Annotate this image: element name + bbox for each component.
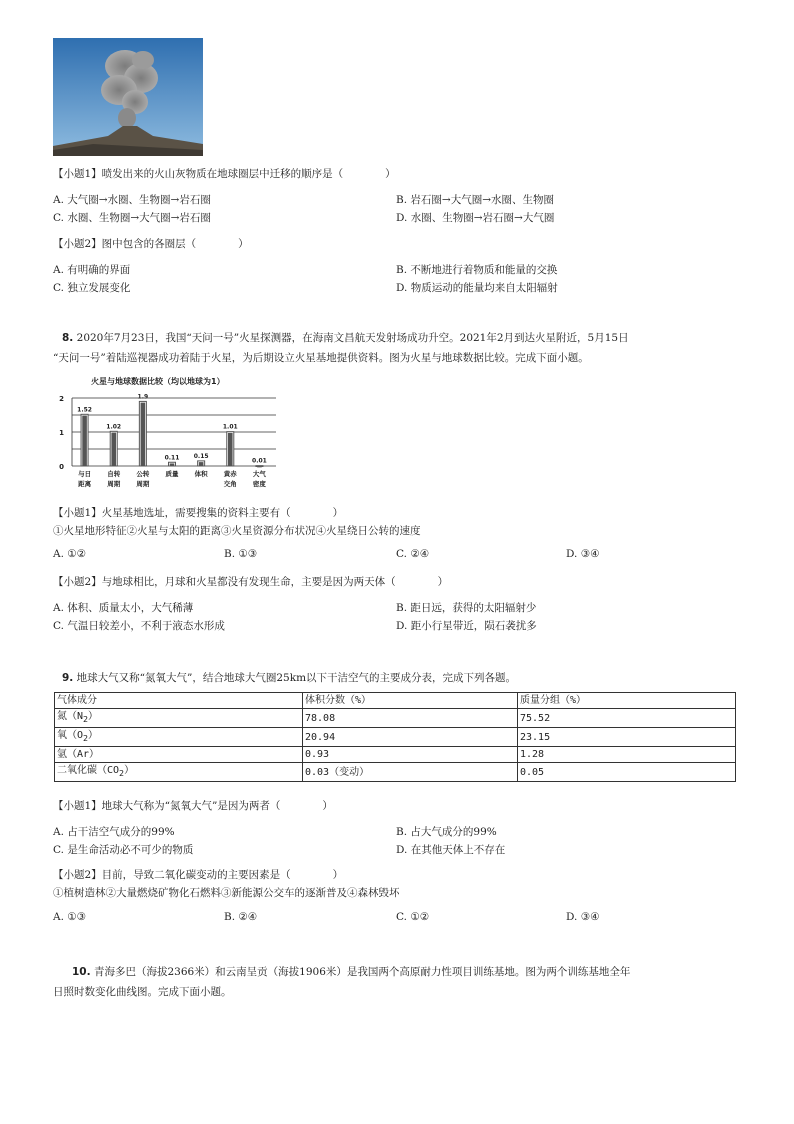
q8-intro-line1 <box>62 330 629 345</box>
gas-subscript: 2 <box>83 714 89 724</box>
x-tick-label: 大气 <box>252 470 266 478</box>
gas-name: 氧（O <box>57 730 84 741</box>
y-tick-label: 1 <box>59 429 64 437</box>
q7-sub1-option-c[interactable]: C. 水圈、生物圈→大气圈→岩石圈 <box>53 212 211 224</box>
q7-sub2-option-b[interactable]: B. 不断地进行着物质和能量的交换 <box>396 264 558 276</box>
gas-subscript: 2 <box>83 733 89 743</box>
bar-fill <box>141 403 146 466</box>
q8-intro-text1: 2020年7月23日，我国“天问一号”火星探测器，在海南文昌航天发射场成功升空。2021年2月到达火星附近，5月15日 <box>76 332 629 344</box>
table-header-cell: 气体成分 <box>55 693 303 709</box>
q9-sub2-option-b[interactable]: B. ②④ <box>224 911 258 923</box>
q10-intro-line2: 日照时数变化曲线图。完成下面小题。 <box>53 986 232 998</box>
table-cell-gas <box>55 709 303 728</box>
bar <box>256 466 263 467</box>
volcano-photo <box>53 38 203 156</box>
q8-sub1-stem: 【小题1】火星基地选址，需要搜集的资料主要有（ ） <box>53 507 344 519</box>
x-tick-label: 黄赤 <box>223 470 237 478</box>
gas-close: ） <box>88 711 99 722</box>
mars-earth-chart <box>54 373 284 498</box>
q9-sub2-option-c[interactable]: C. ①② <box>396 911 430 923</box>
q9-number: 9. <box>62 672 74 684</box>
table-row <box>55 763 736 782</box>
q8-sub2-stem: 【小题2】与地球相比，月球和火星都没有发现生命，主要是因为两天体（ ） <box>53 576 449 588</box>
table-header-cell: 质量分组（%） <box>518 693 736 709</box>
table-cell-gas <box>55 747 303 763</box>
x-tick-label: 交角 <box>223 480 237 488</box>
table-cell-gas <box>55 728 303 747</box>
data-label: 0.15 <box>193 452 209 460</box>
q9-intro-text: 地球大气又称“氮氧大气”，结合地球大气圈25km以下干洁空气的主要成分表，完成下列各题。 <box>76 672 517 684</box>
table-cell-mass: 23.15 <box>518 728 736 747</box>
x-tick-label: 周期 <box>136 480 150 488</box>
q8-sub1-option-c[interactable]: C. ②④ <box>396 548 430 560</box>
table-row <box>55 709 736 728</box>
table-cell-gas <box>55 763 303 782</box>
table-cell-volume: 0.03（变动） <box>303 763 518 782</box>
data-label: 1.01 <box>222 423 238 431</box>
q7-sub2-stem: 【小题2】图中包含的各圈层（ ） <box>53 238 249 250</box>
bar-fill <box>170 463 175 466</box>
table-cell-mass: 0.05 <box>518 763 736 782</box>
data-label: 1.02 <box>106 423 122 431</box>
q9-sub1-option-b[interactable]: B. 占大气成分的99% <box>396 826 497 838</box>
mars-earth-chart-svg <box>54 373 284 498</box>
bar-fill <box>257 467 262 468</box>
x-tick-label: 距离 <box>78 480 92 488</box>
q7-sub1-stem: 【小题1】喷发出来的火山灰物质在地球圈层中迁移的顺序是（ ） <box>53 168 396 180</box>
q9-sub2-stem: 【小题2】目前，导致二氧化碳变动的主要因素是（ ） <box>53 869 344 881</box>
table-cell-volume: 20.94 <box>303 728 518 747</box>
q7-sub1-option-a[interactable]: A. 大气圈→水圈、生物圈→岩石圈 <box>53 194 211 206</box>
chart-title: 火星与地球数据比较（均以地球为1） <box>91 377 225 386</box>
q8-intro-line2: “天问一号”着陆巡视器成功着陆于火星，为后期设立火星基地提供资料。图为火星与地球数据比较。完成下面小题。 <box>53 352 589 364</box>
table-cell-mass: 75.52 <box>518 709 736 728</box>
x-tick-label: 周期 <box>107 480 121 488</box>
y-tick-label: 0 <box>59 463 64 471</box>
q8-sub1-option-b[interactable]: B. ①③ <box>224 548 258 560</box>
gas-name: 氩（Ar） <box>57 749 100 760</box>
q9-intro <box>62 670 516 685</box>
q7-sub1-option-b[interactable]: B. 岩石圈→大气圈→水圈、生物圈 <box>396 194 554 206</box>
q9-sub1-option-c[interactable]: C. 是生命活动必不可少的物质 <box>53 844 194 856</box>
q7-sub2-option-d[interactable]: D. 物质运动的能量均来自太阳辐射 <box>396 282 558 294</box>
x-tick-label: 密度 <box>252 480 266 488</box>
table-cell-mass: 1.28 <box>518 747 736 763</box>
bar-fill <box>111 433 116 466</box>
q8-sub2-option-d[interactable]: D. 距小行星带近，陨石袭扰多 <box>396 620 537 632</box>
x-tick-label: 与日 <box>78 470 92 478</box>
gas-subscript: 2 <box>119 768 125 778</box>
x-tick-label: 体积 <box>194 470 208 478</box>
table-cell-volume: 0.93 <box>303 747 518 763</box>
q9-sub2-option-d[interactable]: D. ③④ <box>566 911 600 923</box>
data-label: 0.01 <box>252 457 267 465</box>
table-row <box>55 728 736 747</box>
q9-sub2-option-a[interactable]: A. ①③ <box>53 911 87 923</box>
bar-fill <box>228 433 233 466</box>
x-tick-label: 自转 <box>107 470 121 478</box>
table-header-row <box>55 693 736 709</box>
q8-sub2-option-c[interactable]: C. 气温日较差小，不利于液态水形成 <box>53 620 225 632</box>
q8-sub1-items: ①火星地形特征②火星与太阳的距离③火星资源分布状况④火星绕日公转的速度 <box>53 525 421 537</box>
q9-sub1-stem: 【小题1】地球大气称为“氮氧大气”是因为两者（ ） <box>53 800 333 812</box>
q10-text1: 青海多巴（海拔2366米）和云南呈贡（海拔1906米）是我国两个高原耐力性项目训练基地。图为两个训练基地全年 <box>93 966 631 978</box>
q9-sub2-items: ①植树造林②大量燃烧矿物化石燃料③新能源公交车的逐渐普及④森林毁坏 <box>53 887 400 899</box>
table-cell-volume: 78.08 <box>303 709 518 728</box>
q9-sub1-option-a[interactable]: A. 占干洁空气成分的99% <box>53 826 175 838</box>
q10-number: 10. <box>72 966 91 978</box>
table-row <box>55 747 736 763</box>
x-tick-label: 公转 <box>136 470 150 478</box>
y-tick-label: 2 <box>59 395 64 403</box>
q7-sub2-option-c[interactable]: C. 独立发展变化 <box>53 282 131 294</box>
q8-sub2-option-a[interactable]: A. 体积、质量太小，大气稀薄 <box>53 602 194 614</box>
air-composition-table <box>54 692 736 782</box>
q9-sub1-option-d[interactable]: D. 在其他天体上不存在 <box>396 844 506 856</box>
q7-sub2-option-a[interactable]: A. 有明确的界面 <box>53 264 131 276</box>
q8-sub1-option-d[interactable]: D. ③④ <box>566 548 600 560</box>
gas-name: 二氧化碳（CO <box>57 765 120 776</box>
q7-sub1-option-d[interactable]: D. 水圈、生物圈→岩石圈→大气圈 <box>396 212 555 224</box>
gas-close: ） <box>88 730 99 741</box>
q8-sub2-option-b[interactable]: B. 距日远，获得的太阳辐射少 <box>396 602 537 614</box>
data-label: 1.9 <box>137 393 149 401</box>
bar-fill <box>82 416 87 466</box>
q8-number: 8. <box>62 332 74 344</box>
bar-fill <box>199 462 204 466</box>
data-label: 1.52 <box>77 406 92 414</box>
gas-name: 氮（N <box>57 711 84 722</box>
q8-sub1-option-a[interactable]: A. ①② <box>53 548 87 560</box>
table-header-cell: 体积分数（%） <box>303 693 518 709</box>
x-tick-label: 质量 <box>165 470 179 478</box>
gas-close: ） <box>124 765 135 776</box>
data-label: 0.11 <box>164 454 180 462</box>
q10-intro-line1 <box>72 964 630 979</box>
